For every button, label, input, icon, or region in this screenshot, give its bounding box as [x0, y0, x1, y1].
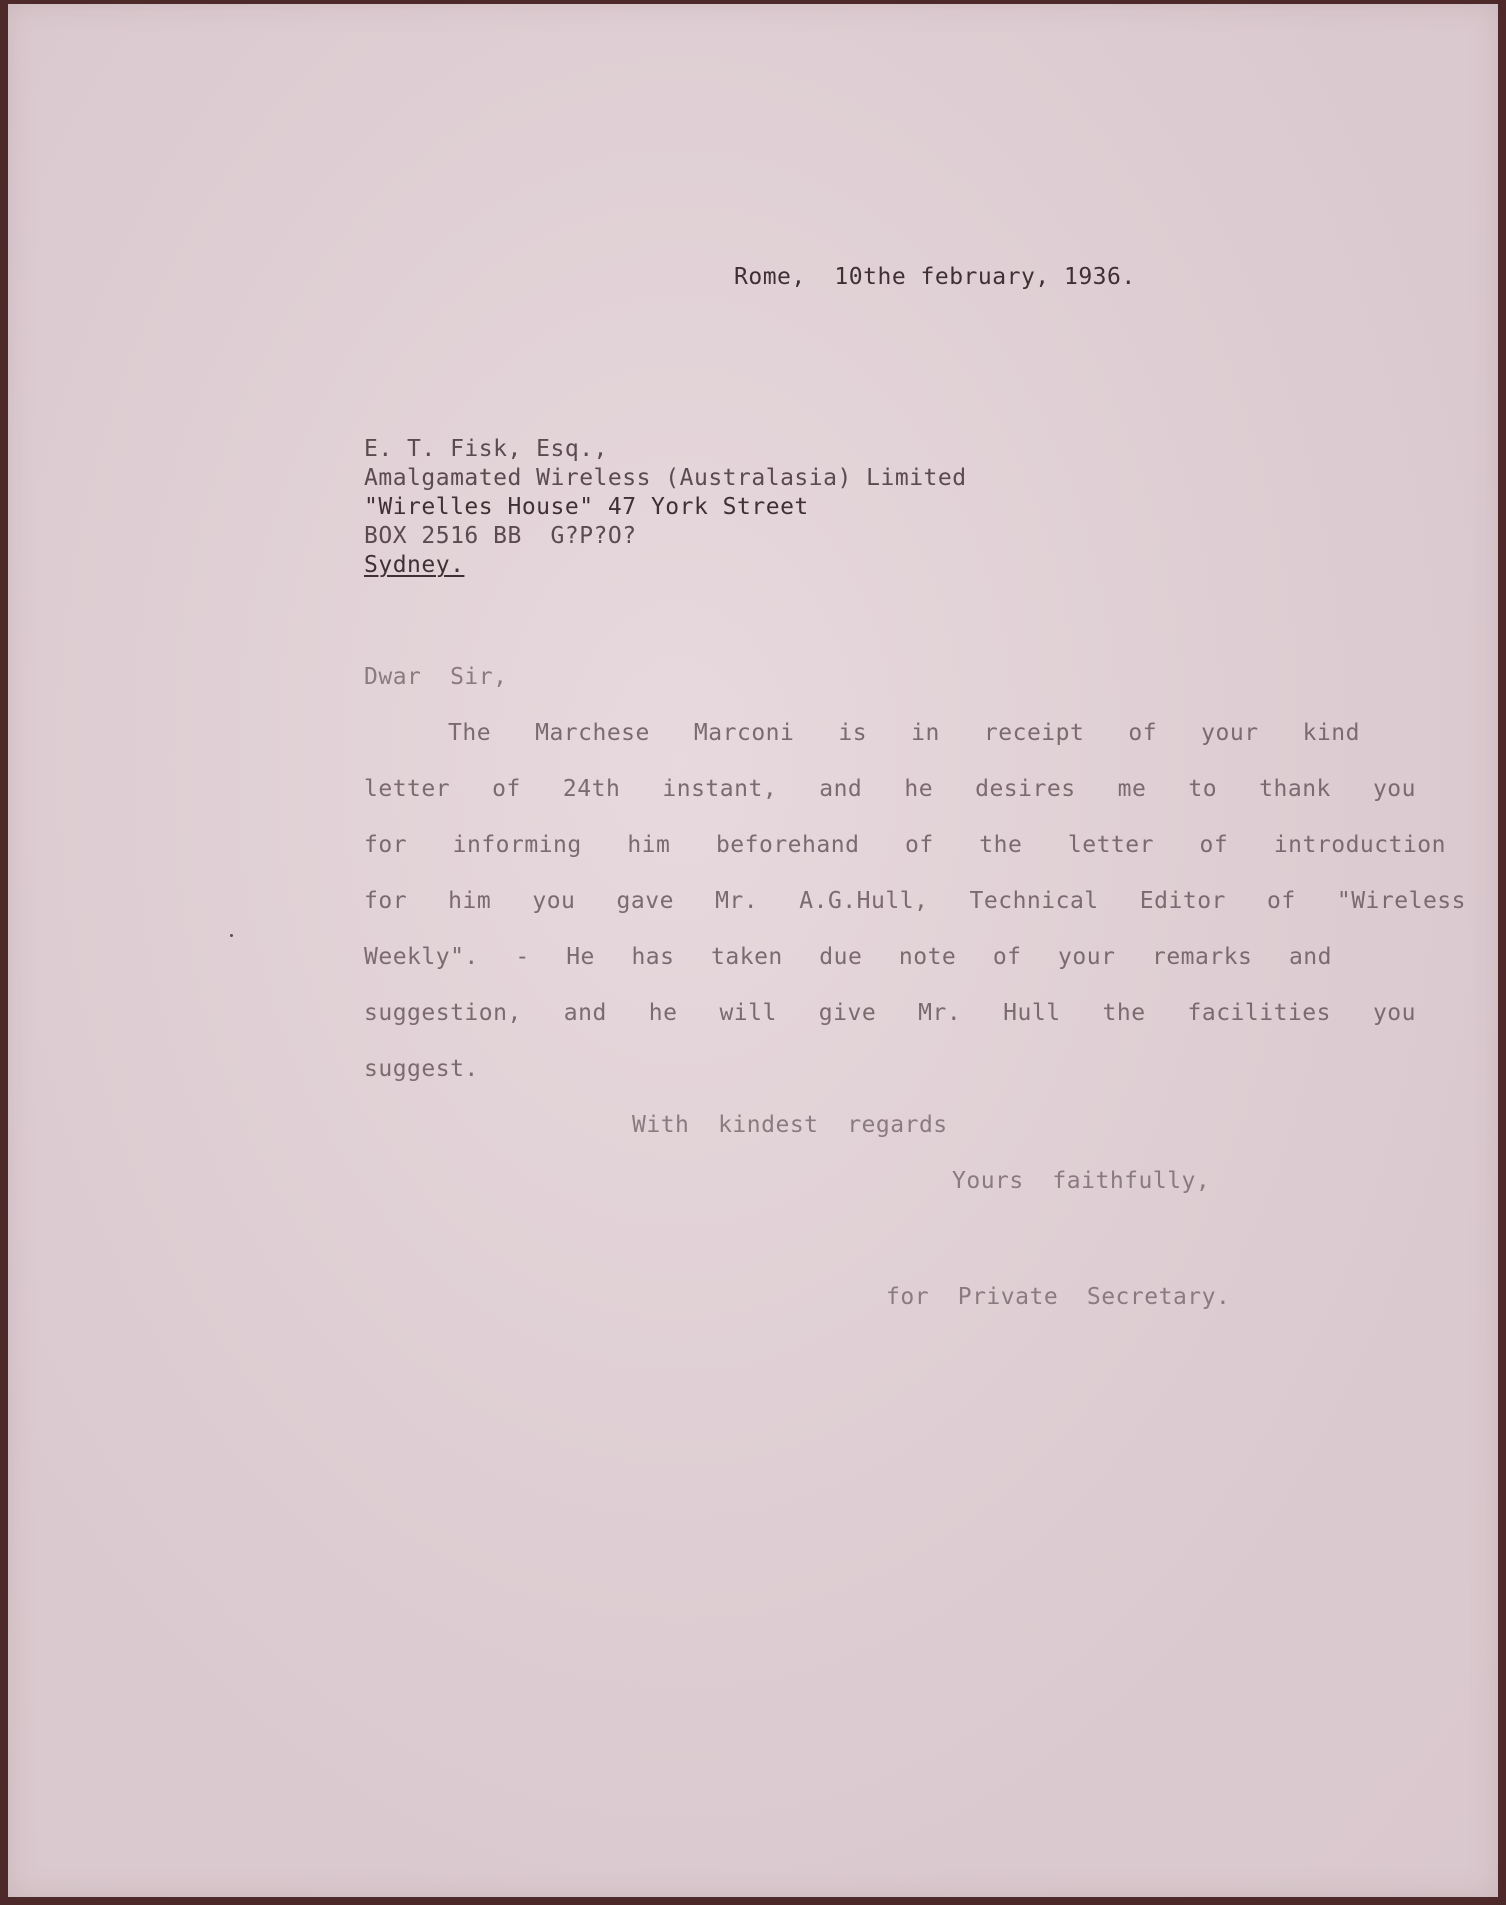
- body-line-7: suggest.: [364, 1056, 479, 1082]
- bleed-through-letterhead: [108, 1794, 1288, 1884]
- closing-regards: With kindest regards: [632, 1112, 948, 1138]
- recipient-street: "Wirelles House" 47 York Street: [364, 494, 809, 520]
- date-line: Rome, 10the february, 1936.: [734, 264, 1136, 290]
- letter-page: [8, 4, 1498, 1897]
- body-line-2: letter of 24th instant, and he desires me to thank you: [364, 776, 1416, 802]
- signature-line: for Private Secretary.: [886, 1284, 1231, 1310]
- recipient-box: BOX 2516 BB G?P?O?: [364, 523, 637, 549]
- recipient-city: Sydney.: [364, 552, 465, 578]
- body-line-4: for him you gave Mr. A.G.Hull, Technical Editor of "Wireless: [364, 888, 1466, 914]
- ink-speck: [230, 934, 233, 937]
- salutation: Dwar Sir,: [364, 664, 508, 690]
- closing-yours: Yours faithfully,: [952, 1168, 1211, 1194]
- recipient-company: Amalgamated Wireless (Australasia) Limited: [364, 465, 967, 491]
- body-line-3: for informing him beforehand of the letter of introduction: [364, 832, 1446, 858]
- body-line-6: suggestion, and he will give Mr. Hull the facilities you: [364, 1000, 1416, 1026]
- body-line-1: The Marchese Marconi is in receipt of your kind: [448, 720, 1360, 746]
- recipient-name: E. T. Fisk, Esq.,: [364, 436, 608, 462]
- body-line-5: Weekly". - He has taken due note of your remarks and: [364, 944, 1332, 970]
